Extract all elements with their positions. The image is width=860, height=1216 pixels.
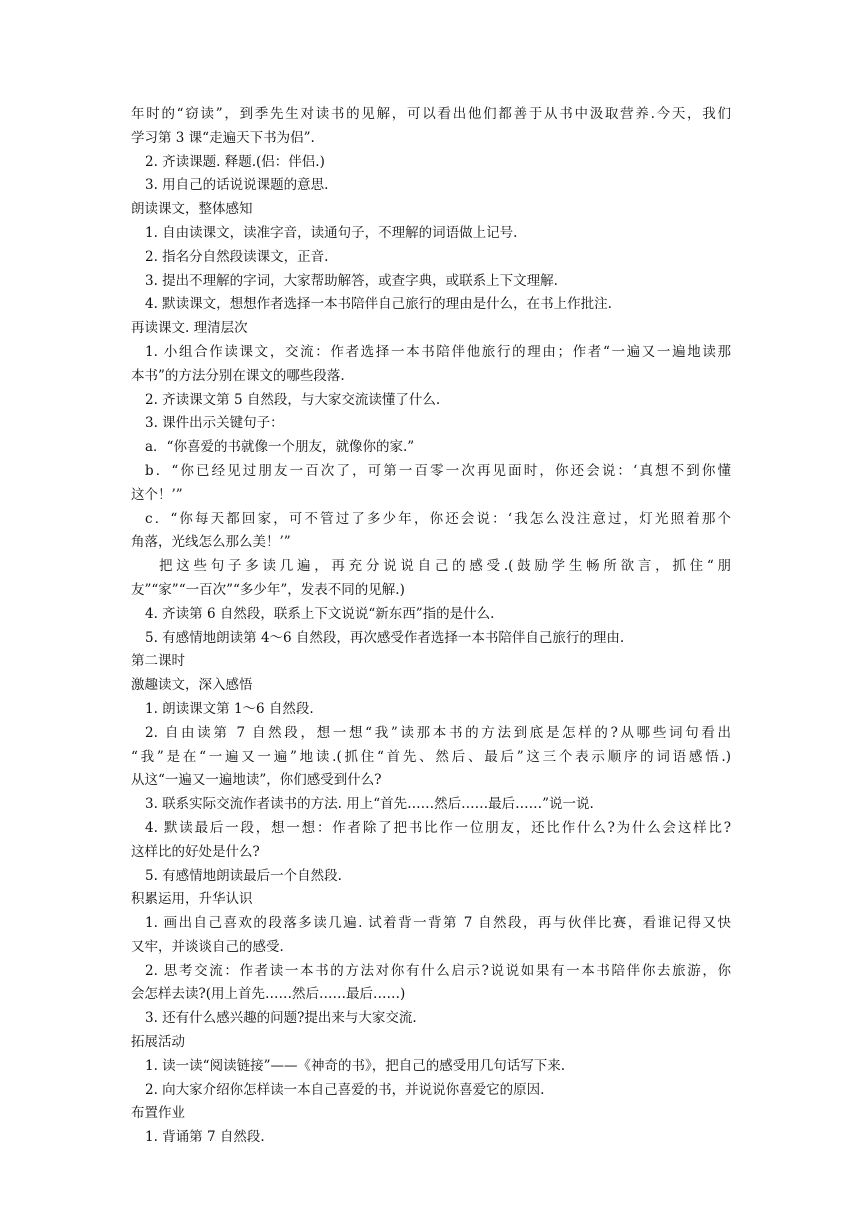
section-heading: 布置作业	[131, 1105, 185, 1122]
text-line: 3. 课件出示关键句子：	[145, 415, 284, 432]
section-heading: 激趣读文，深入感悟	[131, 677, 253, 694]
text-line: 3. 还有什么感兴趣的问题?提出来与大家交流.	[145, 1010, 417, 1027]
text-line: 1. 读一读“阅读链接”——《神奇的书》，把自己的感受用几句话写下来.	[145, 1057, 566, 1074]
text-line: 3. 用自己的话说说课题的意思.	[145, 177, 329, 194]
text-line: 又牢，并谈谈自己的感受.	[131, 938, 284, 955]
text-line: 4. 默读课文，想想作者选择一本书陪伴自己旅行的理由是什么，在书上作批注.	[145, 296, 612, 313]
text-line: 3. 提出不理解的字词，大家帮助解答，或查字典，或联系上下文理解.	[145, 272, 558, 289]
text-line: 4. 默读最后一段，想一想：作者除了把书比作一位朋友，还比作什么?为什么会这样比?	[145, 819, 731, 836]
text-line: 2. 向大家介绍你怎样读一本自己喜爱的书，并说说你喜爱它的原因.	[145, 1081, 545, 1098]
document-body	[131, 103, 731, 1150]
text-line: 本书”的方法分别在课文的哪些段落.	[131, 367, 345, 384]
text-line: 会怎样去读?(用上首先……然后……最后……)	[131, 986, 406, 1003]
text-line: 3. 联系实际交流作者读书的方法. 用上“首先……然后……最后……”说一说.	[145, 796, 594, 813]
text-line: 从这“一遍又一遍地读”，你们感受到什么?	[131, 772, 382, 789]
text-line: 学习第 3 课“走遍天下书为侣”.	[131, 129, 315, 146]
text-line: 5. 有感情地朗读第 4～6 自然段，再次感受作者选择一本书陪伴自己旅行的理由.	[145, 629, 625, 646]
text-line: 1. 小组合作读课文，交流：作者选择一本书陪伴他旅行的理由；作者“一遍又一遍地读那	[145, 343, 731, 360]
text-line: 1. 自由读课文，读准字音，读通句子，不理解的词语做上记号.	[145, 224, 518, 241]
text-line: 1. 背诵第 7 自然段.	[145, 1129, 265, 1146]
section-heading: 第二课时	[131, 653, 185, 670]
section-heading: 积累运用，升华认识	[131, 891, 253, 908]
text-line: 年时的“窃读”，到季先生对读书的见解，可以看出他们都善于从书中汲取营养.今天，我们	[131, 106, 731, 122]
text-line: 2. 思考交流：作者读一本书的方法对你有什么启示?说说如果有一本书陪伴你去旅游，你	[145, 962, 731, 979]
text-line: a．“你喜爱的书就像一个朋友，就像你的家.”	[145, 439, 415, 456]
section-heading: 这个！’”	[131, 486, 183, 503]
text-line: 1. 画出自己喜欢的段落多读几遍. 试着背一背第 7 自然段，再与伙伴比赛，看谁记得又快	[145, 915, 731, 932]
text-line: 把这些句子多读几遍，再充分说说自己的感受.(鼓励学生畅所欲言，抓住“朋	[159, 558, 731, 575]
text-line: “我”是在“一遍又一遍”地读.(抓住“首先、然后、最后”这三个表示顺序的词语感悟.)	[131, 748, 731, 765]
text-line: b．“你已经见过朋友一百次了，可第一百零一次再见面时，你还会说：‘真想不到你懂	[145, 462, 731, 479]
text-line: 角落，光线怎么那么美！’”	[131, 534, 291, 551]
text-line: 2. 齐读课题. 释题.(侣：伴侣.)	[145, 153, 325, 170]
text-line: 1. 朗读课文第 1～6 自然段.	[145, 700, 314, 717]
section-heading: 朗读课文，整体感知	[131, 201, 253, 218]
text-line: 2. 齐读课文第 5 自然段，与大家交流读懂了什么.	[145, 391, 441, 408]
text-line: 5. 有感情地朗读最后一个自然段.	[145, 867, 342, 884]
section-heading: 拓展活动	[131, 1034, 185, 1051]
text-line: 4. 齐读第 6 自然段，联系上下文说说“新东西”指的是什么.	[145, 605, 495, 622]
section-heading: 再读课文. 理清层次	[131, 320, 248, 337]
section-heading: 这样比的好处是什么?	[131, 843, 260, 860]
text-line: 友”“家”“一百次”“多少年”，发表不同的见解.)	[131, 581, 405, 598]
text-line: 2. 指名分自然段读课文，正音.	[145, 248, 329, 265]
text-line: 2. 自由读第 7 自然段，想一想“我”读那本书的方法到底是怎样的?从哪些词句看出	[145, 724, 731, 741]
text-line: c．“你每天都回家，可不管过了多少年，你还会说：‘我怎么没注意过，灯光照着那个	[145, 510, 731, 527]
